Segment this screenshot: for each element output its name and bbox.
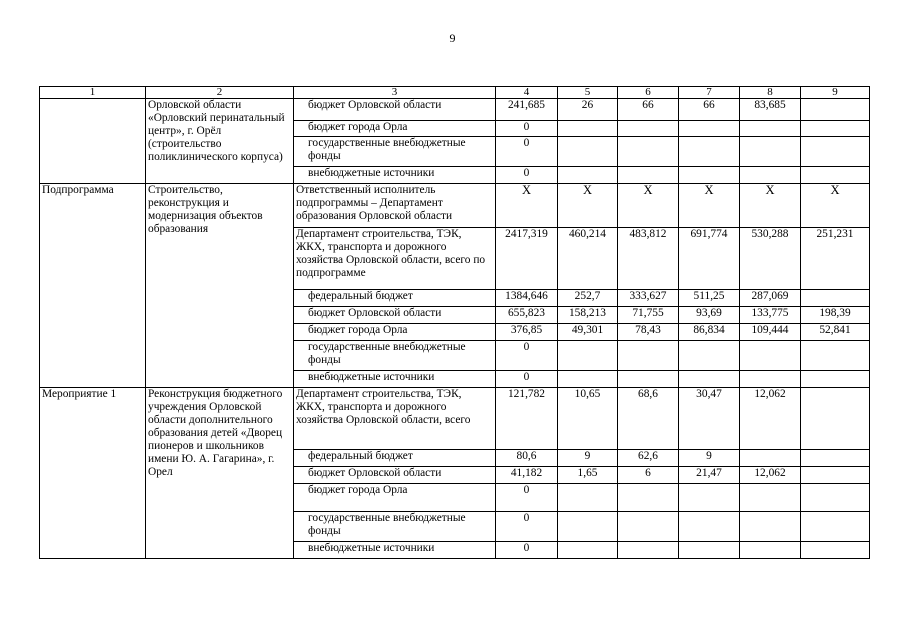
value-cell: 511,25	[679, 290, 740, 307]
value-cell: 0	[496, 512, 558, 542]
funding-source-cell: Департамент строительства, ТЭК, ЖКХ, транспорта и дорожного хозяйства Орловской области, всего по подпрограмме	[294, 228, 496, 290]
value-cell: 133,775	[740, 307, 801, 324]
value-cell	[618, 341, 679, 371]
value-cell: 52,841	[801, 324, 870, 341]
value-cell: 241,685	[496, 99, 558, 121]
value-cell: 0	[496, 167, 558, 184]
column-header: 5	[558, 87, 618, 99]
value-cell: 0	[496, 371, 558, 388]
value-cell	[558, 341, 618, 371]
funding-source-cell: бюджет города Орла	[294, 324, 496, 341]
value-cell: 251,231	[801, 228, 870, 290]
value-cell: 0	[496, 341, 558, 371]
value-cell: 483,812	[618, 228, 679, 290]
funding-source-cell: Департамент строительства, ТЭК, ЖКХ, транспорта и дорожного хозяйства Орловской области, всего	[294, 388, 496, 450]
table-row	[40, 99, 870, 121]
measure-name-cell: Реконструкция бюджетного учреждения Орловской области дополнительного образования детей «Дворец пионеров и школьников имени Ю. А. Гагарина», г. Орел	[146, 388, 294, 559]
value-cell: 21,47	[679, 467, 740, 484]
value-cell: 530,288	[740, 228, 801, 290]
funding-source-cell: бюджет Орловской области	[294, 467, 496, 484]
value-cell: 0	[496, 542, 558, 559]
value-cell: 12,062	[740, 467, 801, 484]
value-cell	[618, 121, 679, 137]
value-cell: X	[558, 184, 618, 228]
value-cell	[679, 371, 740, 388]
value-cell	[618, 542, 679, 559]
column-header: 2	[146, 87, 294, 99]
value-cell	[740, 512, 801, 542]
budget-table	[39, 86, 870, 559]
value-cell	[801, 290, 870, 307]
subprogram-name-cell: Строительство, реконструкция и модернизация объектов образования	[146, 184, 294, 388]
funding-source-cell: федеральный бюджет	[294, 290, 496, 307]
value-cell	[618, 371, 679, 388]
value-cell: 0	[496, 121, 558, 137]
value-cell	[801, 450, 870, 467]
value-cell: X	[618, 184, 679, 228]
value-cell: 66	[679, 99, 740, 121]
value-cell: 198,39	[801, 307, 870, 324]
value-cell: 30,47	[679, 388, 740, 450]
value-cell	[679, 137, 740, 167]
value-cell	[740, 450, 801, 467]
value-cell	[801, 99, 870, 121]
value-cell: 12,062	[740, 388, 801, 450]
column-header: 1	[40, 87, 146, 99]
value-cell: 0	[496, 137, 558, 167]
value-cell: 80,6	[496, 450, 558, 467]
responsible-executor-cell: Ответственный исполнитель подпрограммы – Департамент образования Орловской области	[294, 184, 496, 228]
value-cell: 6	[618, 467, 679, 484]
value-cell: 93,69	[679, 307, 740, 324]
value-cell	[801, 121, 870, 137]
value-cell	[618, 484, 679, 512]
subprogram-label-cell: Подпрограмма	[40, 184, 146, 388]
column-header: 3	[294, 87, 496, 99]
value-cell: 66	[618, 99, 679, 121]
value-cell	[740, 341, 801, 371]
value-cell	[618, 137, 679, 167]
value-cell	[558, 542, 618, 559]
value-cell	[740, 542, 801, 559]
column-header: 7	[679, 87, 740, 99]
value-cell	[618, 167, 679, 184]
value-cell	[679, 512, 740, 542]
value-cell: 2417,319	[496, 228, 558, 290]
column-header: 6	[618, 87, 679, 99]
item-name-cell: Орловской области «Орловский перинатальный центр», г. Орёл (строительство поликлинического корпуса)	[146, 99, 294, 184]
value-cell	[740, 167, 801, 184]
value-cell: 10,65	[558, 388, 618, 450]
value-cell	[801, 467, 870, 484]
header-row	[40, 87, 870, 99]
value-cell: 1384,646	[496, 290, 558, 307]
value-cell	[801, 341, 870, 371]
value-cell	[558, 137, 618, 167]
value-cell: 41,182	[496, 467, 558, 484]
value-cell: X	[496, 184, 558, 228]
value-cell	[801, 484, 870, 512]
value-cell	[618, 512, 679, 542]
value-cell: 460,214	[558, 228, 618, 290]
value-cell	[801, 167, 870, 184]
value-cell: 333,627	[618, 290, 679, 307]
funding-source-cell: государственные внебюджетные фонды	[294, 137, 496, 167]
value-cell	[558, 167, 618, 184]
value-cell: 158,213	[558, 307, 618, 324]
value-cell: 49,301	[558, 324, 618, 341]
value-cell: 252,7	[558, 290, 618, 307]
funding-source-cell: государственные внебюджетные фонды	[294, 341, 496, 371]
measure-label-cell: Мероприятие 1	[40, 388, 146, 559]
value-cell	[801, 371, 870, 388]
funding-source-cell: бюджет города Орла	[294, 121, 496, 137]
funding-source-cell: внебюджетные источники	[294, 371, 496, 388]
value-cell: 0	[496, 484, 558, 512]
funding-source-cell: государственные внебюджетные фонды	[294, 512, 496, 542]
table-row	[40, 388, 870, 450]
value-cell: 83,685	[740, 99, 801, 121]
value-cell	[801, 512, 870, 542]
column-header: 4	[496, 87, 558, 99]
value-cell	[740, 137, 801, 167]
funding-source-cell: внебюджетные источники	[294, 542, 496, 559]
value-cell: 109,444	[740, 324, 801, 341]
funding-source-cell: федеральный бюджет	[294, 450, 496, 467]
value-cell	[740, 121, 801, 137]
value-cell	[679, 341, 740, 371]
value-cell: 287,069	[740, 290, 801, 307]
funding-source-cell: бюджет города Орла	[294, 484, 496, 512]
table-row	[40, 184, 870, 228]
value-cell	[558, 371, 618, 388]
value-cell: 691,774	[679, 228, 740, 290]
value-cell	[801, 388, 870, 450]
value-cell	[801, 542, 870, 559]
value-cell	[558, 484, 618, 512]
item-label-cell	[40, 99, 146, 184]
value-cell: 376,85	[496, 324, 558, 341]
value-cell: 9	[558, 450, 618, 467]
column-header: 8	[740, 87, 801, 99]
value-cell	[740, 371, 801, 388]
value-cell	[558, 121, 618, 137]
value-cell: X	[740, 184, 801, 228]
value-cell: 26	[558, 99, 618, 121]
value-cell: 71,755	[618, 307, 679, 324]
funding-source-cell: бюджет Орловской области	[294, 307, 496, 324]
value-cell	[801, 137, 870, 167]
funding-source-cell: внебюджетные источники	[294, 167, 496, 184]
value-cell	[679, 167, 740, 184]
value-cell	[558, 512, 618, 542]
value-cell: X	[679, 184, 740, 228]
column-header: 9	[801, 87, 870, 99]
page-number: 9	[449, 31, 456, 45]
value-cell: 86,834	[679, 324, 740, 341]
value-cell: 9	[679, 450, 740, 467]
value-cell	[679, 542, 740, 559]
value-cell: 62,6	[618, 450, 679, 467]
funding-source-cell: бюджет Орловской области	[294, 99, 496, 121]
value-cell: 1,65	[558, 467, 618, 484]
value-cell	[679, 484, 740, 512]
value-cell: 68,6	[618, 388, 679, 450]
value-cell: 121,782	[496, 388, 558, 450]
value-cell	[740, 484, 801, 512]
value-cell: 655,823	[496, 307, 558, 324]
value-cell: X	[801, 184, 870, 228]
value-cell: 78,43	[618, 324, 679, 341]
value-cell	[679, 121, 740, 137]
